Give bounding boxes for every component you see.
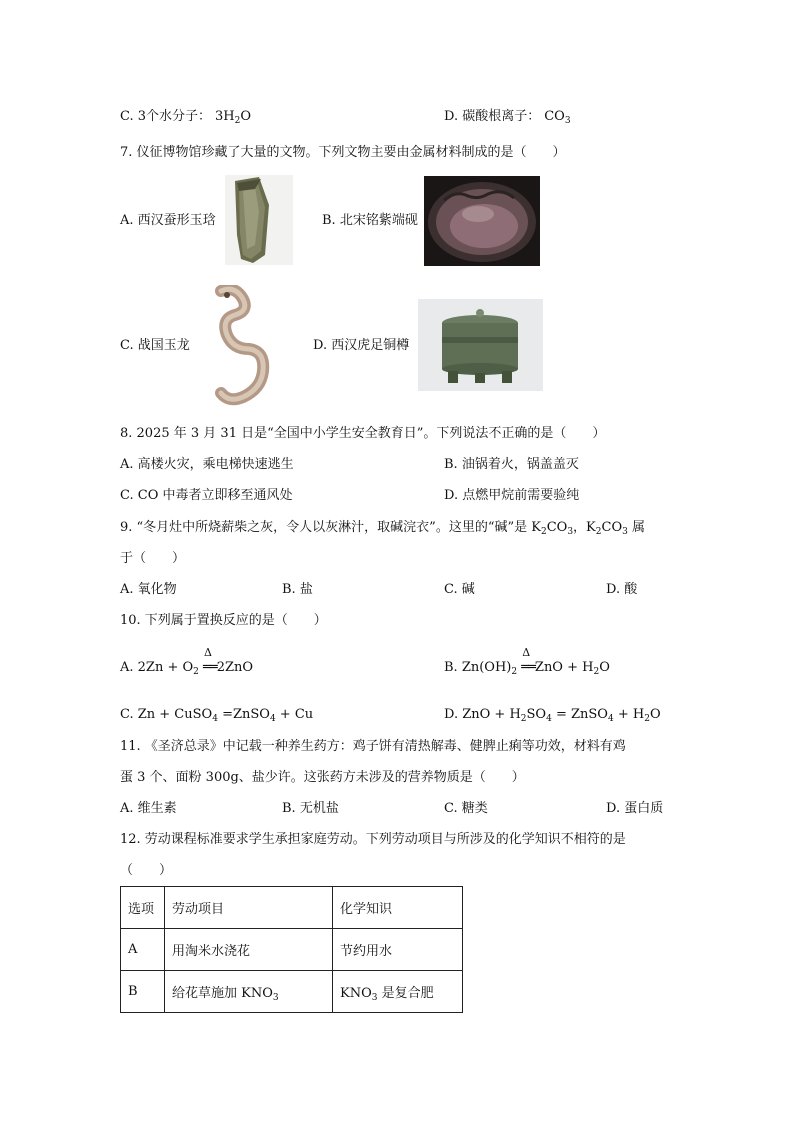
labor-table (120, 886, 463, 1013)
heating-condition: Δ ══ (521, 646, 535, 675)
table-header-cell: 劳动项目 (165, 887, 333, 929)
q9-option-a: A. 氧化物 (120, 582, 177, 597)
q12-stem-line1: 12. 劳动课程标准要求学生承担家庭劳动。下列劳动项目与所涉及的化学知识不相符的是 (120, 832, 626, 847)
table-header-cell: 选项 (121, 887, 165, 929)
q8-stem: 8. 2025 年 3 月 31 日是“全国中小学生安全教育日”。下列说法不正确的是（ ） (120, 426, 606, 441)
heating-condition: Δ ══ (203, 646, 217, 675)
q10-stem: 10. 下列属于置换反应的是（ ） (120, 613, 327, 628)
q11-option-c: C. 糖类 (444, 801, 488, 816)
jade-dragon-image (203, 285, 273, 408)
table-cell: B (121, 971, 165, 1013)
q9-option-b: B. 盐 (282, 582, 313, 597)
table-cell: A (121, 929, 165, 971)
q10-option-b: B. $Zn(OH)_2$ Δ ══ZnO + $H_2O$ (444, 646, 610, 677)
table-header-cell: 化学知识 (333, 887, 463, 929)
q11-stem-line1: 11. 《圣济总录》中记载一种养生药方：鸡子饼有清热解毒、健脾止痢等功效，材料有鸡 (120, 739, 626, 754)
bronze-vessel-image (418, 299, 543, 391)
q8-option-b: B. 油锅着火，锅盖盖灭 (444, 457, 579, 472)
q9-option-c: C. 碱 (444, 582, 475, 597)
q7-option-a: A. 西汉蚕形玉琀 (120, 213, 216, 228)
q9-option-d: D. 酸 (606, 582, 638, 597)
q11-stem-line2: 蛋 3 个、面粉 300g、盐少许。这张药方未涉及的营养物质是（ ） (120, 770, 525, 785)
q7-option-b: B. 北宋铭紫端砚 (322, 213, 418, 228)
jade-cicada-image (225, 175, 293, 265)
q8-option-a: A. 高楼火灾，乘电梯快速逃生 (120, 457, 294, 472)
q8-option-d: D. 点燃甲烷前需要验纯 (444, 488, 580, 503)
q10-option-a: A. $2Zn + O_2$ Δ ══2ZnO (120, 646, 254, 677)
table-cell: $KNO_3$ 是复合肥 (333, 971, 463, 1013)
q7-option-d: D. 西汉虎足铜樽 (313, 338, 410, 353)
table-cell: 节约用水 (333, 929, 463, 971)
table-row (121, 971, 463, 1013)
q8-option-c: C. CO 中毒者立即移至通风处 (120, 488, 293, 503)
q6-option-c: C. 3个水分子： $3H_2O$ (120, 109, 252, 126)
table-row (121, 929, 463, 971)
q7-option-c: C. 战国玉龙 (120, 338, 190, 353)
q12-stem-line2: （ ） (120, 863, 173, 878)
q9-stem-line2: 于（ ） (120, 551, 186, 566)
table-header-row (121, 887, 463, 929)
table-cell: 用淘米水浇花 (165, 929, 333, 971)
q7-stem: 7. 仪征博物馆珍藏了大量的文物。下列文物主要由金属材料制成的是（ ） (120, 145, 566, 160)
table-cell: 给花草施加 $KNO_3$ (165, 971, 333, 1013)
q6-option-d: D. 碳酸根离子： $CO_3$ (444, 109, 571, 126)
q11-option-d: D. 蛋白质 (606, 801, 664, 816)
q9-stem-line1: 9. “冬月灶中所烧薪柴之灰，令人以灰淋汁，取碱浣衣”。这里的“碱”是 $K_2CO_3$，$K_2CO_3$ 属 (120, 520, 645, 537)
q10-option-c: C. Zn + CuSO$_4$ =ZnSO$_4$ + Cu (120, 707, 314, 724)
q11-option-a: A. 维生素 (120, 801, 177, 816)
q10-option-d: D. ZnO + $H_2SO_4$ = ZnSO$_4$ + $H_2O$ (444, 707, 661, 724)
inkstone-image (424, 176, 540, 266)
q11-option-b: B. 无机盐 (282, 801, 339, 816)
